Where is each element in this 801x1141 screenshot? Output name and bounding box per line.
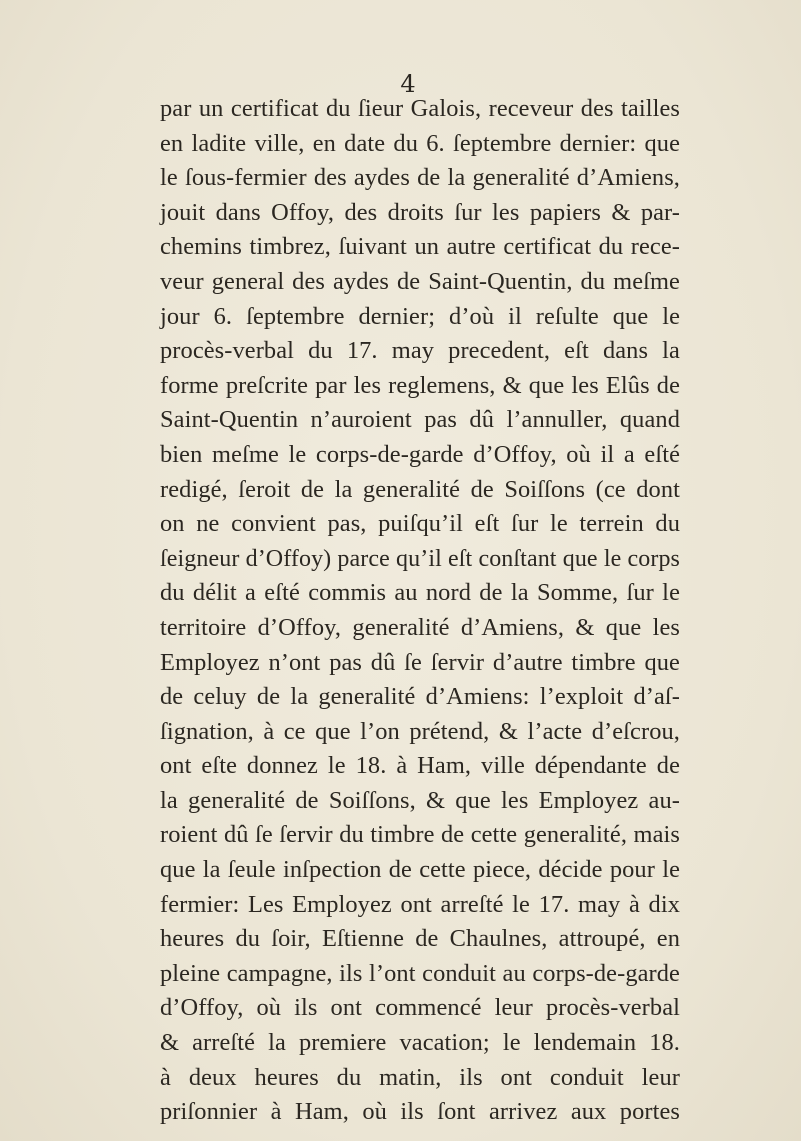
text-line: heures du ſoir, Eſtienne de Chaulnes, attroupé, en bbox=[160, 925, 680, 953]
text-line: chemins timbrez, ſuivant un autre certificat du rece- bbox=[160, 233, 680, 261]
text-line: bien meſme le corps-de-garde d’Offoy, où il a eſté bbox=[160, 440, 680, 468]
text-line: que la ſeule inſpection de cette piece, décide pour le bbox=[160, 856, 680, 884]
text-line: de celuy de la generalité d’Amiens: l’exploit d’aſ- bbox=[160, 683, 680, 711]
text-line: par un certificat du ſieur Galois, receveur des tailles bbox=[160, 95, 680, 122]
text-line: en ladite ville, en date du 6. ſeptembre dernier: que bbox=[160, 129, 680, 157]
page-number: 4 bbox=[400, 70, 416, 98]
text-line: territoire d’Offoy, generalité d’Amiens, & que les bbox=[160, 613, 680, 641]
text-line: forme preſcrite par les reglemens, & que les Elûs de bbox=[160, 371, 680, 399]
text-line: jouit dans Offoy, des droits ſur les papiers & par- bbox=[160, 198, 680, 226]
text-line: & arreſté la premiere vacation; le lendemain 18. bbox=[160, 1029, 680, 1057]
text-line: ont eſte donnez le 18. à Ham, ville dépendante de bbox=[160, 752, 680, 780]
text-line: pleine campagne, ils l’ont conduit au corps-de-garde bbox=[160, 959, 680, 987]
text-line: priſonnier à Ham, où ils ſont arrivez aux portes bbox=[160, 1098, 680, 1126]
text-line: procès-verbal du 17. may precedent, eſt dans la bbox=[160, 337, 680, 365]
body-text bbox=[160, 92, 680, 1130]
text-line: veur general des aydes de Saint-Quentin, du meſme bbox=[160, 267, 680, 295]
text-line: le ſous-fermier des aydes de la generalité d’Amiens, bbox=[160, 164, 680, 192]
text-line: la generalité de Soiſſons, & que les Employez au- bbox=[160, 786, 680, 814]
text-line: on ne convient pas, puiſqu’il eſt ſur le terrein du bbox=[160, 510, 680, 538]
text-line: d’Offoy, où ils ont commencé leur procès-verbal bbox=[160, 994, 680, 1022]
text-line: Saint-Quentin n’auroient pas dû l’annuller, quand bbox=[160, 406, 680, 434]
text-line: jour 6. ſeptembre dernier; d’où il reſulte que le bbox=[160, 302, 680, 330]
text-line: redigé, ſeroit de la generalité de Soiſſons (ce dont bbox=[160, 475, 680, 503]
text-line: Employez n’ont pas dû ſe ſervir d’autre timbre que bbox=[160, 648, 680, 676]
text-line: à deux heures du matin, ils ont conduit leur bbox=[160, 1063, 680, 1091]
text-line: ſignation, à ce que l’on prétend, & l’acte d’eſcrou, bbox=[160, 717, 680, 745]
text-line: fermier: Les Employez ont arreſté le 17. may à dix bbox=[160, 890, 680, 918]
text-line: roient dû ſe ſervir du timbre de cette generalité, mais bbox=[160, 821, 680, 849]
text-line: ſeigneur d’Offoy) parce qu’il eſt conſtant que le corps bbox=[160, 545, 680, 572]
text-line: du délit a eſté commis au nord de la Somme, ſur le bbox=[160, 579, 680, 607]
